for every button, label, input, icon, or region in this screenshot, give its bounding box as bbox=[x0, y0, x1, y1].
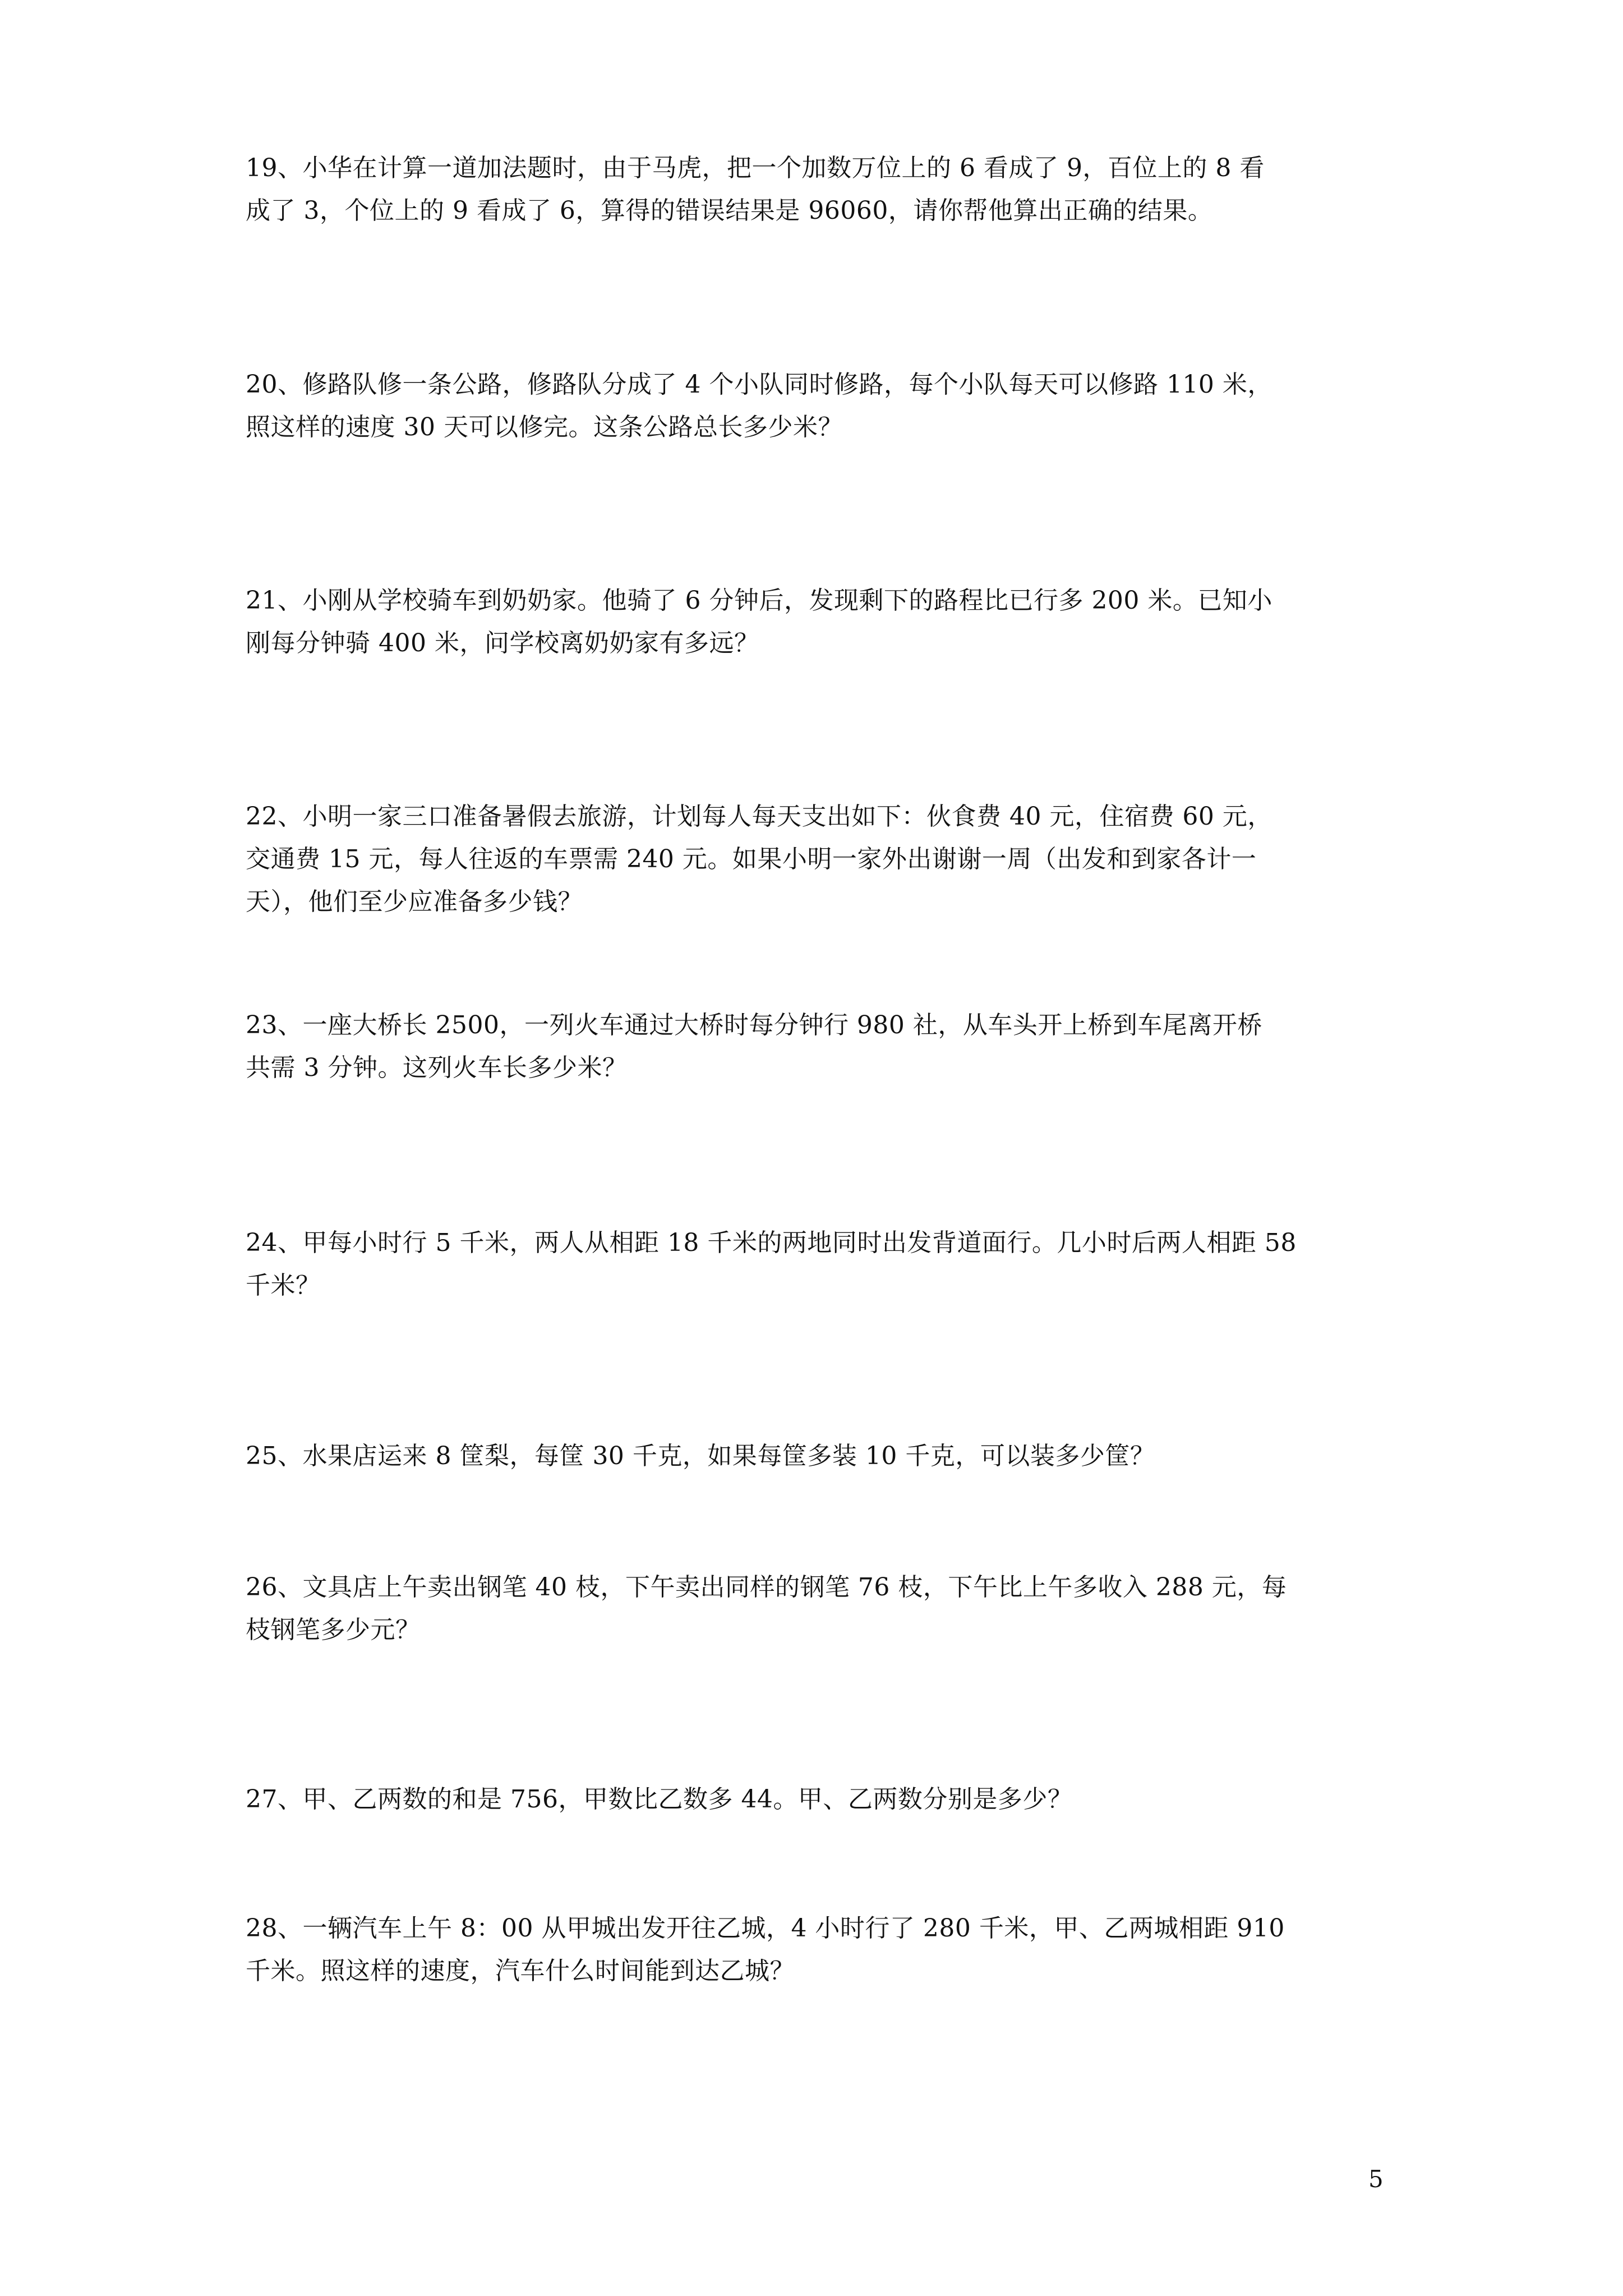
problem-19 bbox=[246, 147, 1401, 232]
problem-line: 成了 3，个位上的 9 看成了 6，算得的错误结果是 96060，请你帮他算出正确的结果。 bbox=[246, 196, 1213, 225]
problem-line: 19、小华在计算一道加法题时，由于马虎，把一个加数万位上的 6 看成了 9，百位上的 8 看 bbox=[246, 154, 1265, 182]
problem-25 bbox=[246, 1435, 1401, 1478]
problem-20 bbox=[246, 364, 1401, 449]
problem-line: 照这样的速度 30 天可以修完。这条公路总长多少米？ bbox=[246, 413, 843, 441]
problem-line: 25、水果店运来 8 筐梨，每筐 30 千克，如果每筐多装 10 千克，可以装多少筐？ bbox=[246, 1442, 1155, 1470]
problem-24 bbox=[246, 1222, 1401, 1307]
problem-23 bbox=[246, 1004, 1401, 1089]
problem-21 bbox=[246, 579, 1401, 665]
problem-line: 28、一辆汽车上午 8：00 从甲城出发开往乙城，4 小时行了 280 千米，甲、乙两城相距 910 bbox=[246, 1914, 1285, 1943]
problem-28 bbox=[246, 1907, 1401, 1993]
problem-line: 22、小明一家三口准备暑假去旅游，计划每人每天支出如下：伙食费 40 元，住宿费 60 元， bbox=[246, 802, 1272, 831]
problem-line: 天），他们至少应准备多少钱？ bbox=[246, 887, 583, 916]
problem-line: 20、修路队修一条公路，修路队分成了 4 个小队同时修路，每个小队每天可以修路 110 米， bbox=[246, 370, 1272, 399]
problem-line: 23、一座大桥长 2500，一列火车通过大桥时每分钟行 980 社，从车头开上桥到车尾离开桥 bbox=[246, 1011, 1262, 1039]
page-number: 5 bbox=[1368, 2165, 1384, 2193]
problem-line: 交通费 15 元，每人往返的车票需 240 元。如果小明一家外出谢谢一周（出发和到家各计一 bbox=[246, 845, 1257, 873]
problem-line: 21、小刚从学校骑车到奶奶家。他骑了 6 分钟后，发现剩下的路程比已行多 200 米。已知小 bbox=[246, 586, 1272, 615]
problem-line: 枝钢笔多少元？ bbox=[246, 1616, 421, 1644]
problem-line: 刚每分钟骑 400 米，问学校离奶奶家有多远？ bbox=[246, 629, 759, 657]
problem-line: 千米？ bbox=[246, 1271, 321, 1300]
problem-22 bbox=[246, 795, 1401, 923]
problem-line: 27、甲、乙两数的和是 756，甲数比乙数多 44。甲、乙两数分别是多少？ bbox=[246, 1785, 1073, 1814]
problem-line: 24、甲每小时行 5 千米，两人从相距 18 千米的两地同时出发背道面行。几小时后两人相距 58 bbox=[246, 1228, 1297, 1257]
problem-26 bbox=[246, 1566, 1401, 1651]
problem-line: 共需 3 分钟。这列火车长多少米？ bbox=[246, 1053, 628, 1082]
problem-27 bbox=[246, 1778, 1401, 1821]
problem-line: 26、文具店上午卖出钢笔 40 枝，下午卖出同样的钢笔 76 枝，下午比上午多收入 288 元，每 bbox=[246, 1573, 1287, 1602]
problem-line: 千米。照这样的速度，汽车什么时间能到达乙城？ bbox=[246, 1957, 795, 1985]
